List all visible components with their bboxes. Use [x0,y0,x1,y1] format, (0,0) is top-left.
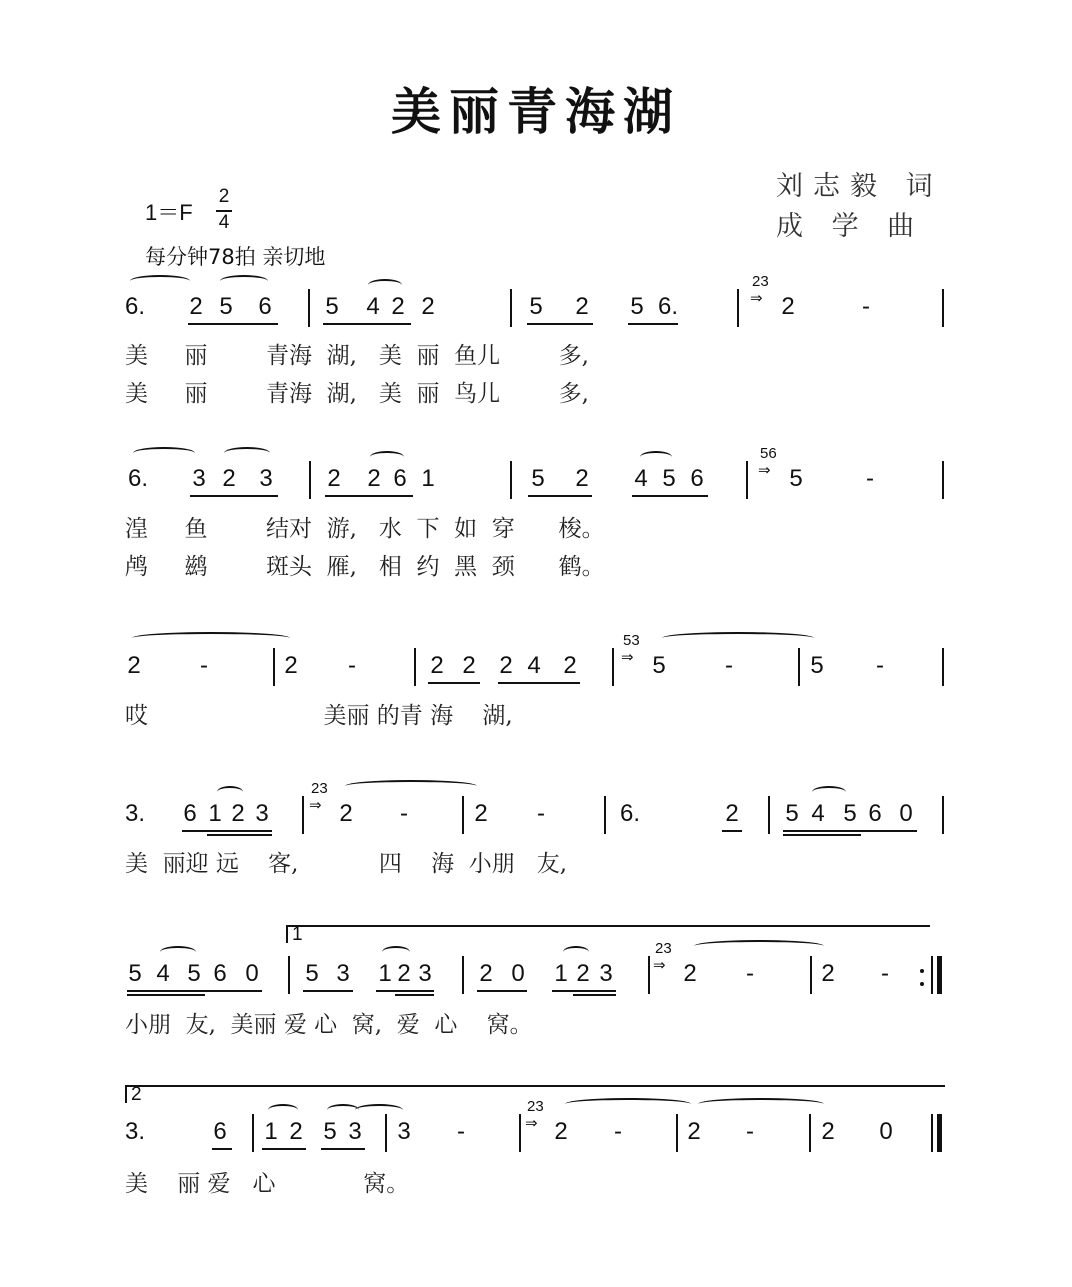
note: - [866,465,874,492]
barline [768,796,770,834]
note: 3 [259,465,273,492]
lyric-verse-1: 美 丽 青海 湖, 美 丽 鱼儿 多, [125,343,589,369]
grace-arrow-icon: ⇒ [750,290,763,307]
slur [160,946,196,958]
note: 6 [690,465,704,492]
time-signature-top: 2 [218,186,230,207]
underline [395,994,434,996]
grace-arrow-icon: ⇒ [525,1115,538,1132]
barline [942,289,944,327]
note: 5 [187,960,201,987]
note: 2 [563,652,577,679]
barline [798,648,800,686]
note: 3 [255,800,269,827]
tempo-marking: 每分钟78拍 亲切地 [145,245,326,269]
note: 2 [821,1118,835,1145]
note: 2 [687,1118,701,1145]
slur [640,451,672,463]
underline [722,830,742,832]
barline [252,1114,254,1152]
barline [746,461,748,499]
note: 5 [785,800,799,827]
barline [942,796,944,834]
underline [498,682,580,684]
note: - [537,800,545,827]
barline [604,796,606,834]
note: 2 [554,1118,568,1145]
underline [428,682,480,684]
note: - [348,652,356,679]
tie [565,1098,691,1110]
note: 6 [868,800,882,827]
note: 1 [554,960,568,987]
note: 2 [575,465,589,492]
slur [133,447,195,459]
note: 2 [499,652,513,679]
note: 2 [575,293,589,320]
note: 2 [391,293,405,320]
underline [325,495,413,497]
barline [385,1114,387,1152]
time-signature-bottom: 4 [218,212,230,233]
note: 1 [264,1118,278,1145]
repeat-dot [920,969,924,973]
note: 5 [325,293,339,320]
note: 2 [367,465,381,492]
underline [628,323,678,325]
note: 3 [192,465,206,492]
note: 2 [479,960,493,987]
final-barline-thin [931,1114,933,1152]
lyric-verse-1: 小朋 友, 美丽 爱 心 窝, 爱 心 窝。 [125,1012,533,1038]
tie [698,1098,824,1110]
underline [303,990,353,992]
note: 2 [284,652,298,679]
barline [612,648,614,686]
slur [382,946,410,958]
note: 4 [634,465,648,492]
note: 6 [213,960,227,987]
note: 5 [662,465,676,492]
note: 6 [258,293,272,320]
note: 2 [576,960,590,987]
tie [345,780,477,792]
note: 2 [430,652,444,679]
slur [224,447,270,459]
note: 6 [183,800,197,827]
note: 2 [474,800,488,827]
underline [783,834,861,836]
repeat-dot [920,982,924,986]
note: - [862,293,870,320]
note: 5 [128,960,142,987]
underline [477,990,527,992]
repeat-barline-thin [931,956,933,994]
lyric-verse-2: 美 丽 青海 湖, 美 丽 鸟儿 多, [125,381,589,407]
barline [510,289,512,327]
barline [519,1114,521,1152]
barline [308,289,310,327]
barline [809,1114,811,1152]
note: 0 [511,960,525,987]
note: 5 [789,465,803,492]
note: 5 [305,960,319,987]
lyric-verse-1: 美 丽 爱 心 窝。 [125,1171,410,1197]
note: 2 [327,465,341,492]
slur [220,275,268,287]
note: 4 [811,800,825,827]
note: 2 [462,652,476,679]
underline [552,990,616,992]
grace-arrow-icon: ⇒ [309,797,322,814]
note: 3 [348,1118,362,1145]
note: 2 [725,800,739,827]
note: 5 [630,293,644,320]
barline [810,956,812,994]
underline [127,994,205,996]
slur [130,275,190,287]
note: - [746,960,754,987]
note: 3 [336,960,350,987]
grace-note: 56 [760,445,777,462]
note: 6. [657,293,679,320]
lyric-verse-1: 哎 美丽 的青 海 湖, [125,703,513,729]
barline [510,461,512,499]
note: 1 [208,800,222,827]
note: 1 [421,465,435,492]
barline [648,956,650,994]
note: 2 [189,293,203,320]
lyric-verse-1: 湟 鱼 结对 游, 水 下 如 穿 梭。 [125,516,605,542]
note: 3 [397,1118,411,1145]
underline [127,990,262,992]
note: 2 [683,960,697,987]
volta-label-2: 2 [131,1084,142,1105]
note: 5 [219,293,233,320]
grace-arrow-icon: ⇒ [653,957,666,974]
underline [321,1148,365,1150]
note: - [200,652,208,679]
note: 2 [289,1118,303,1145]
underline [632,495,708,497]
key-signature: 1＝F [145,200,193,225]
underline [262,1148,306,1150]
underline [376,990,434,992]
note: 0 [879,1118,893,1145]
volta-label-1: 1 [292,924,303,945]
underline [212,1148,232,1150]
barline [942,461,944,499]
grace-note: 53 [623,632,640,649]
composer-credit: 成 学 曲 [776,211,925,242]
note: 4 [366,293,380,320]
barline [462,956,464,994]
note: 2 [821,960,835,987]
slur [268,1104,298,1116]
note: - [746,1118,754,1145]
grace-note: 23 [752,273,769,290]
note: 5 [529,293,543,320]
grace-note: 23 [311,780,328,797]
barline [676,1114,678,1152]
final-barline-thick [937,1114,942,1152]
grace-arrow-icon: ⇒ [621,649,634,666]
note: 5 [531,465,545,492]
slur [217,786,243,798]
barline [414,648,416,686]
slur [368,279,402,291]
underline [182,830,272,832]
note: 6 [393,465,407,492]
barline [302,796,304,834]
note: 3 [599,960,613,987]
note: 2 [222,465,236,492]
slur [563,946,589,958]
note: 5 [652,652,666,679]
note: 2 [421,293,435,320]
lyric-verse-2: 鸬 鹚 斑头 雁, 相 约 黑 颈 鹤。 [125,554,605,580]
note: 5 [843,800,857,827]
note: 6 [213,1118,227,1145]
note: 2 [339,800,353,827]
underline [188,323,278,325]
barline [273,648,275,686]
note: 3 [418,960,432,987]
note: 2 [781,293,795,320]
note: 3. [124,1118,146,1145]
underline [573,994,616,996]
note: 3. [124,800,146,827]
note: 2 [231,800,245,827]
barline [309,461,311,499]
slur [812,786,846,798]
note: - [614,1118,622,1145]
underline [207,834,272,836]
tie [355,1104,403,1116]
note: 5 [810,652,824,679]
volta-bracket-1 [286,925,930,943]
repeat-barline-thick [937,956,942,994]
note: 1 [378,960,392,987]
note: 0 [245,960,259,987]
barline [737,289,739,327]
note: - [876,652,884,679]
grace-note: 23 [527,1098,544,1115]
note: 2 [127,652,141,679]
lyricist-credit: 刘志毅 词 [776,171,943,202]
note: 5 [323,1118,337,1145]
underline [527,323,593,325]
underline [528,495,592,497]
grace-arrow-icon: ⇒ [758,462,771,479]
note: 4 [156,960,170,987]
note: 6. [124,293,146,320]
note: 6. [619,800,641,827]
note: 4 [527,652,541,679]
grace-note: 23 [655,940,672,957]
underline [323,323,411,325]
note: 6. [127,465,149,492]
slur [370,451,404,463]
tie [132,632,290,644]
underline [190,495,278,497]
tie [662,632,814,644]
underline [783,830,917,832]
note: - [457,1118,465,1145]
barline [288,956,290,994]
note: - [881,960,889,987]
note: 0 [899,800,913,827]
song-title: 美丽青海湖 [391,82,681,141]
tie [694,940,824,952]
note: - [725,652,733,679]
barline [942,648,944,686]
note: 2 [397,960,411,987]
note: - [400,800,408,827]
lyric-verse-1: 美 丽迎 远 客, 四 海 小朋 友, [125,851,568,877]
barline [462,796,464,834]
